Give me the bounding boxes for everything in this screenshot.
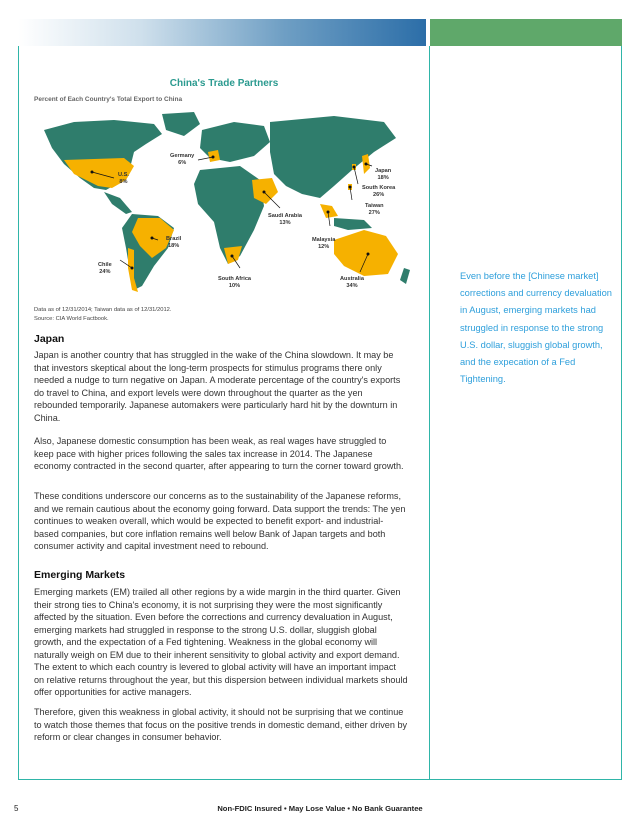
indonesia-landmass (334, 218, 372, 230)
japan-paragraph-1: Japan is another country that has struggled in the wake of the China slowdown. It may be that investors skeptical about the long-term prospects for stimulus programs there only needed a nudge to turn negative on Japan. A moderate percentage of the country's exports do travel to China, and export levels were down throughout the quarter as the yen rebounded temporarily. Japanese automakers were particularly hard hit by the downturn in China. (34, 350, 401, 423)
map-label-germany: Germany 6% (170, 153, 195, 166)
header-gradient-bar (18, 19, 426, 46)
map-label-brazil: Brazil 18% (166, 236, 182, 249)
page-number: 5 (14, 804, 19, 813)
map-title: China's Trade Partners (169, 78, 279, 89)
emerging-markets-heading: Emerging Markets (34, 569, 126, 581)
map-label-south-korea: South Korea 26% (362, 185, 396, 198)
new-zealand-landmass (400, 268, 410, 284)
map-label-japan: Japan 18% (375, 168, 392, 181)
map-label-chile: Chile 24% (98, 262, 112, 275)
map-source-note: Source: CIA World Factbook. (34, 316, 109, 322)
map-data-note: Data as of 12/31/2014; Taiwan data as of 12/31/2012. (34, 307, 172, 313)
australia-highlight (334, 230, 398, 276)
sidebar-column-frame (430, 46, 622, 780)
emerging-markets-paragraph-1: Emerging markets (EM) trailed all other regions by a wide margin in the third quarter. Given their strong ties to China's economy, it is not surprising they were the most significantly affected by the situation. Even before the corrections and currency devaluation in August, emerging markets had struggled in response to the strong U.S. dollar, sluggish global growth, and the expectation of a Fed tightening. Weakness in the global economy will naturally weigh on EM due to their inherent sensitivity to global activity and export demand. The extent to which each country is levered to global activity will have an important impact on relative returns throughout the year, but this dispersion between individual markets should offer opportunities for active managers. (34, 587, 408, 697)
map-label-taiwan: Taiwan 27% (365, 203, 384, 216)
sidebar-pull-quote: Even before the [Chinese market] corrections and currency devaluation in August, emerging markets had struggled in response to the strong U.S. dollar, sluggish global growth, and the expecation of a Fed Tightening. (460, 271, 612, 385)
map-label-south-africa: South Africa 10% (218, 276, 252, 289)
greenland-landmass (162, 112, 200, 136)
map-label-us: U.S. 8% (118, 172, 129, 185)
japan-paragraph-2: Also, Japanese domestic consumption has been weak, as real wages have struggled to keep pace with higher prices following the sales tax increase in 2014. The Japanese economy contracted in the second quarter, after appearing to turn the corner toward growth. (34, 436, 404, 471)
emerging-markets-paragraph-2: Therefore, given this weakness in global activity, it should not be surprising that we continue to watch those themes that focus on the positive trends in domestic demand, either driven by reform or clear changes in consumer behavior. (34, 707, 408, 742)
central-america-landmass (104, 192, 132, 214)
header-green-bar (430, 19, 622, 46)
map-source-notes (34, 306, 172, 324)
map-subtitle: Percent of Each Country's Total Export to China (34, 96, 183, 103)
japan-paragraph-3: These conditions underscore our concerns as to the sustainability of the Japanese reforms, and we remain cautious about the economy going forward. Data support the trends: The yen continues to weaken overall, which would be expected to benefit export- and industrial-based companies, but core inflation remains well below Bank of Japan targets and both consumer activity and capital investment need to rebound. (34, 491, 406, 551)
map-label-malaysia: Malaysia 12% (312, 237, 336, 250)
footer-disclaimer: Non-FDIC Insured • May Lose Value • No Bank Guarantee (217, 804, 423, 813)
world-trade-map (34, 108, 414, 298)
japan-heading: Japan (34, 333, 65, 345)
map-label-saudi-arabia: Saudi Arabia 13% (268, 213, 302, 226)
map-label-australia: Australia 34% (340, 276, 364, 289)
